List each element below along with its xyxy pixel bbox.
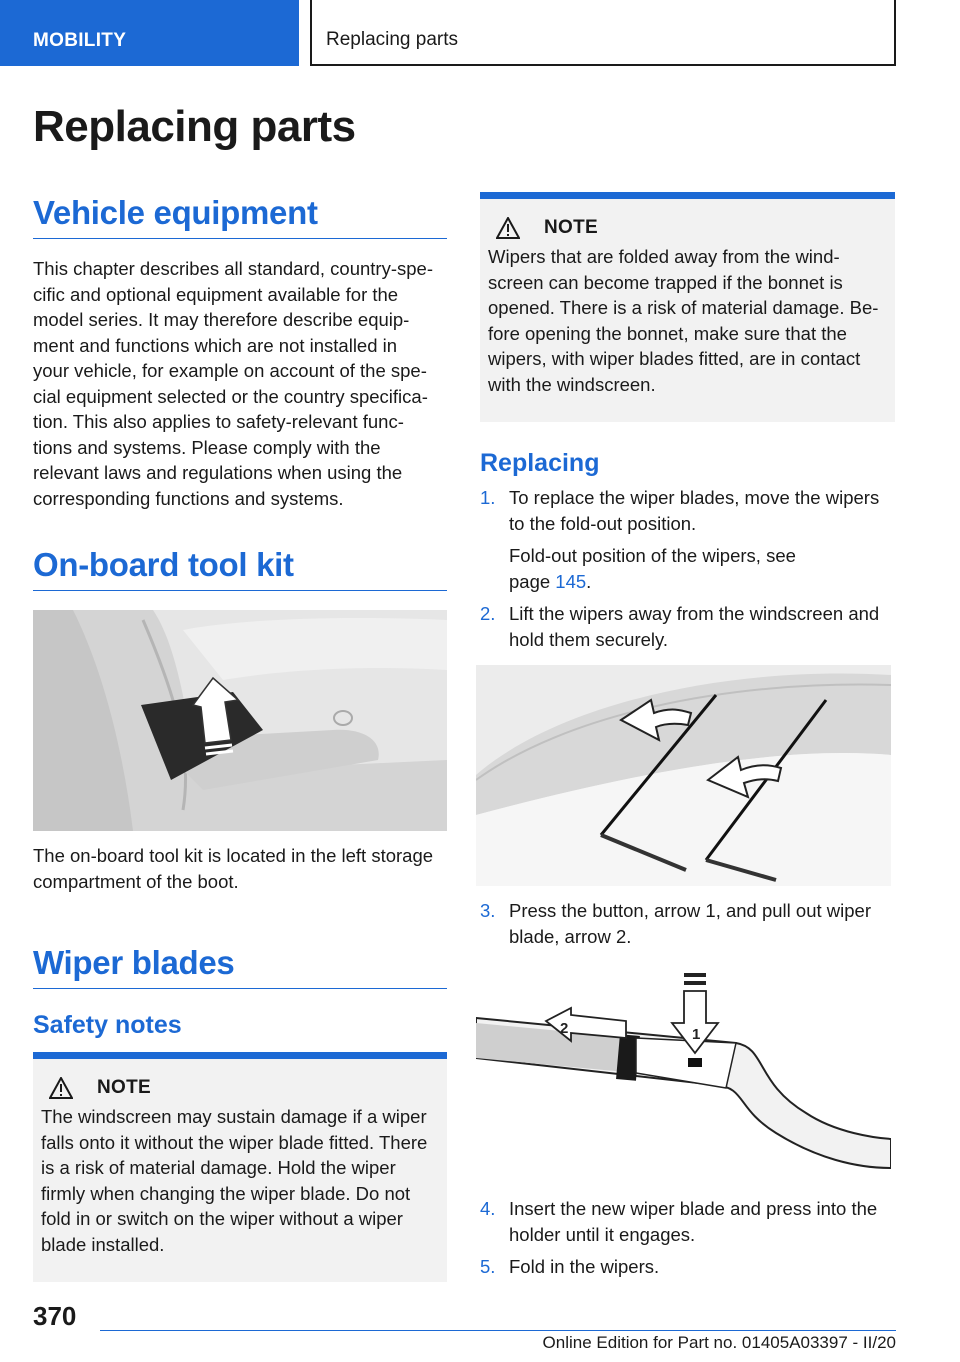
text-line: your vehicle, for example on account of the spe‐ <box>33 360 427 381</box>
text-line: cific and optional equipment available for the <box>33 283 399 305</box>
step-body <box>509 1196 877 1247</box>
step-number: 5. <box>480 1256 496 1277</box>
warning-triangle-icon <box>496 217 520 239</box>
note-box-bonnet <box>480 192 895 422</box>
wipers-foldout-image <box>476 665 891 886</box>
chapter-label: Replacing parts <box>326 29 459 50</box>
heading-wiper-blades: Wiper blades <box>33 944 447 989</box>
step-body <box>509 485 879 594</box>
step-body <box>509 1254 659 1280</box>
arrow-2-label: 2 <box>560 1020 569 1037</box>
text-line: hold them securely. <box>509 628 669 650</box>
tool-kit-text <box>33 843 453 894</box>
text-line: firmly when changing the wiper blade. Do not <box>41 1182 411 1204</box>
text-line: Wipers that are folded away from the wind‐ <box>488 246 840 267</box>
text-line: holder until it engages. <box>509 1223 696 1245</box>
step-item <box>480 1196 900 1247</box>
text-line: model series. It may therefore describe equip‐ <box>33 309 410 330</box>
note-label: NOTE <box>544 217 598 238</box>
text-line: Fold-out position of the wipers, see <box>509 545 796 566</box>
text-line: relevant laws and regulations when using the <box>33 462 403 483</box>
step-text <box>509 485 879 536</box>
text-line: page <box>509 570 556 592</box>
step-item <box>480 1254 900 1280</box>
tool-kit-image <box>33 610 447 831</box>
note-header <box>496 217 887 239</box>
text-line: ment and functions which are not installed in <box>33 334 398 356</box>
wiper-blade-removal-image <box>476 963 891 1184</box>
text-line: Press the button, arrow 1, and pull out wiper <box>509 900 871 921</box>
steps-list-bottom <box>480 1196 900 1280</box>
chapter-header <box>310 0 896 66</box>
step-item <box>480 485 900 594</box>
step-number: 2. <box>480 603 496 624</box>
text-line: is a risk of material damage. Hold the wiper <box>41 1157 396 1178</box>
steps-list-top <box>480 485 900 652</box>
heading-safety-notes: Safety notes <box>33 1011 182 1039</box>
step-body <box>509 601 879 652</box>
footer-divider <box>100 1330 896 1331</box>
text-line: falls onto it without the wiper blade fitted. There <box>41 1131 428 1153</box>
step-number: 4. <box>480 1198 496 1219</box>
text-line: opened. There is a risk of material damage. Be‐ <box>488 297 879 318</box>
note-header <box>49 1077 439 1099</box>
text-line: corresponding functions and systems. <box>33 487 344 509</box>
text-line: wipers, with wiper blades fitted, are in contact <box>488 348 861 369</box>
note-box-windscreen <box>33 1052 447 1282</box>
text-line: screen can become trapped if the bonnet is <box>488 271 843 293</box>
edition-text: Online Edition for Part no. 01405A03397 - II/20 <box>542 1333 896 1352</box>
step-item <box>480 898 900 949</box>
step-subtext <box>509 543 879 594</box>
text-line: blade installed. <box>41 1233 165 1255</box>
text-line: fore opening the bonnet, make sure that the <box>488 322 847 344</box>
text-line: compartment of the boot. <box>33 870 239 892</box>
note-text <box>41 1104 439 1257</box>
page-number: 370 <box>33 1301 77 1331</box>
step-body <box>509 898 871 949</box>
text-line: cial equipment selected or the country specifica‐ <box>33 385 428 407</box>
warning-triangle-icon <box>49 1077 73 1099</box>
text-line: Insert the new wiper blade and press into the <box>509 1198 878 1219</box>
section-tab <box>0 0 299 66</box>
text-line: Lift the wipers away from the windscreen and <box>509 603 880 624</box>
page-link[interactable]: 145 <box>555 570 587 592</box>
text-line: tion. This also applies to safety-relevant func‐ <box>33 411 404 432</box>
text-line: This chapter describes all standard, country-spe‐ <box>33 258 433 279</box>
step-item <box>480 601 900 652</box>
text-line: tions and systems. Please comply with the <box>33 436 381 458</box>
page-title: Replacing parts <box>33 102 356 151</box>
text-line: To replace the wiper blades, move the wipers <box>509 487 880 508</box>
text-line: The windscreen may sustain damage if a wiper <box>41 1106 427 1127</box>
step-number: 1. <box>480 487 496 508</box>
heading-replacing: Replacing <box>480 449 600 477</box>
text-line: to the fold-out position. <box>509 512 697 534</box>
step-number: 3. <box>480 900 496 921</box>
note-label: NOTE <box>97 1077 151 1098</box>
note-text <box>488 244 887 397</box>
arrow-1-label: 1 <box>692 1026 701 1043</box>
steps-list-mid <box>480 898 900 949</box>
text-line: fold in or switch on the wiper without a wiper <box>41 1208 403 1229</box>
heading-vehicle-equipment: Vehicle equipment <box>33 194 447 239</box>
text-line: with the windscreen. <box>488 373 656 395</box>
text-line: blade, arrow 2. <box>509 925 632 947</box>
text-line: Fold in the wipers. <box>509 1256 660 1277</box>
vehicle-equipment-text <box>33 256 453 511</box>
heading-tool-kit: On-board tool kit <box>33 546 447 591</box>
text-line: . <box>586 570 592 592</box>
section-label: MOBILITY <box>33 30 127 51</box>
text-line: The on-board tool kit is located in the left storage <box>33 845 434 866</box>
